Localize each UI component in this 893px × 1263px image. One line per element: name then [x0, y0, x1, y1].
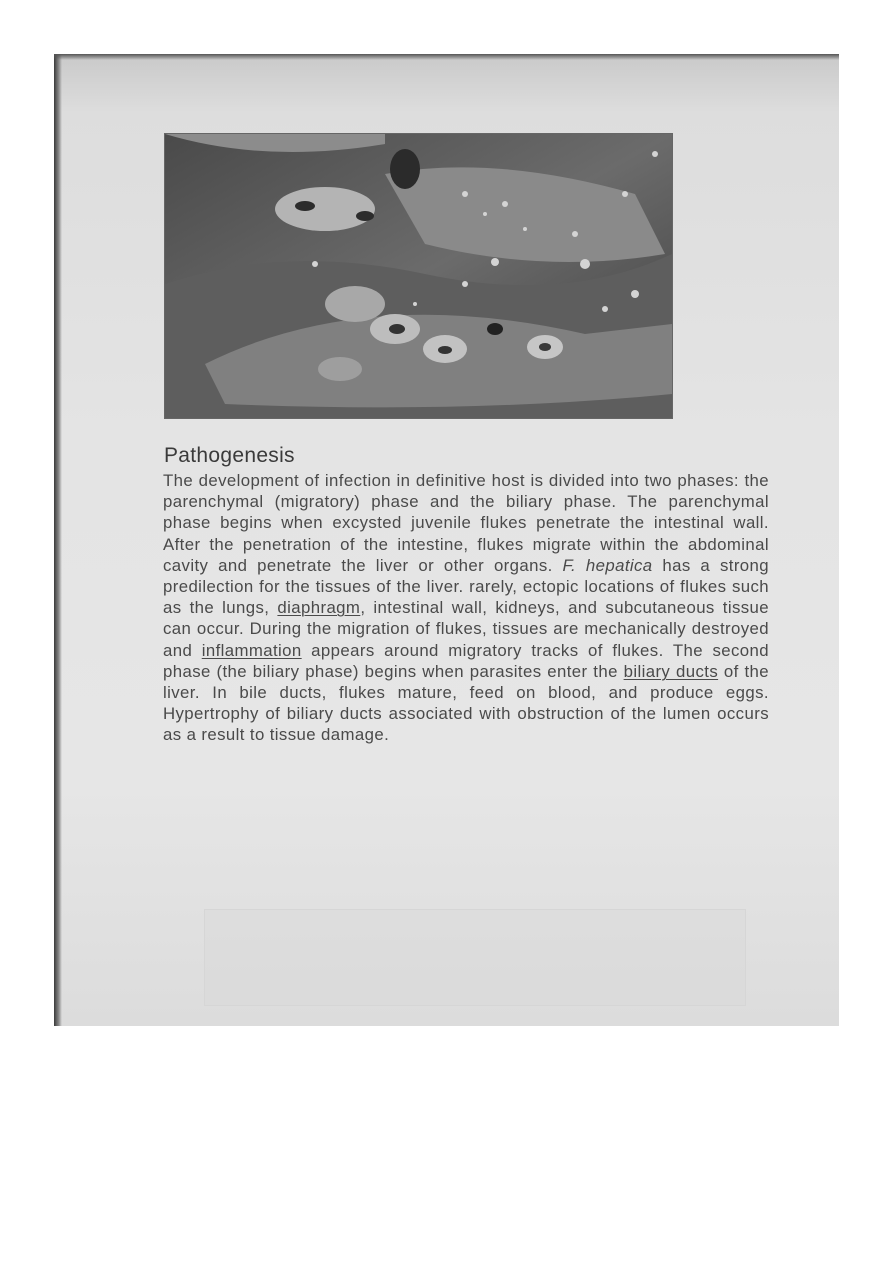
faint-bleed-through-box — [204, 909, 746, 1006]
species-name-italic: F. hepatica — [562, 555, 653, 575]
liver-photo — [164, 133, 673, 419]
scanned-page — [54, 54, 839, 1026]
link-biliary-ducts[interactable]: biliary ducts — [623, 661, 719, 681]
body-paragraph — [163, 470, 769, 746]
section-heading: Pathogenesis — [164, 444, 295, 467]
paragraph-text: appears around migratory tracks of flukes. The second phase (the biliary phase) begins when parasites enter the — [163, 640, 769, 681]
page-edge-shadow — [54, 54, 62, 1026]
paragraph-text: of the liver. In bile ducts, flukes mature, feed on blood, and produce eggs. Hypertrophy of biliary ducts associated with obstruction of the lumen occurs as a result to tissue damage. — [163, 661, 769, 745]
link-diaphragm[interactable]: diaphragm — [277, 598, 361, 618]
paragraph-text: , intestinal wall, kidneys, and subcutaneous tissue can occur. During the migration of flukes, tissues are mechanically destroyed and — [163, 598, 770, 660]
paragraph-text: has a strong predilection for the tissues of the liver. rarely, ectopic locations of flukes such as the lungs, — [163, 555, 770, 618]
link-inflammation[interactable]: inflammation — [201, 640, 302, 660]
page-top-edge — [54, 54, 839, 60]
paragraph-text: The development of infection in definitive host is divided into two phases: the parenchymal (migratory) phase and the biliary phase. The parenchymal phase begins when excysted juvenile flukes penetrate the intestinal wall. After the penetration of the intestine, flukes migrate within the abdominal cavity and penetrate the liver or other organs. — [163, 471, 769, 575]
